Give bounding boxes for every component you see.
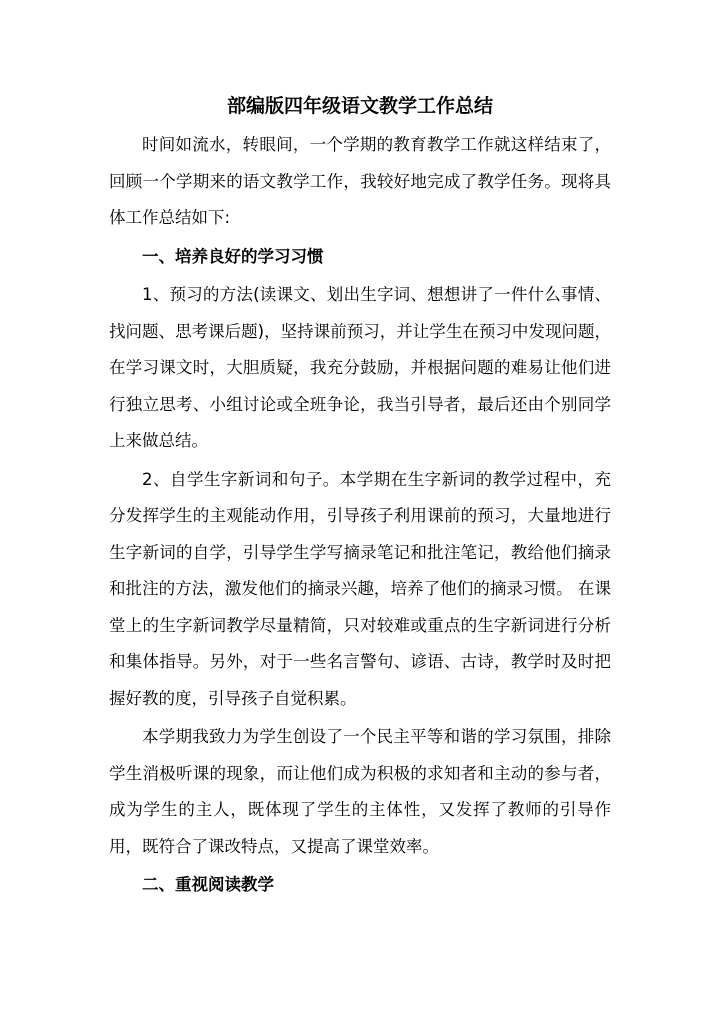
section-1-item-1: 1、预习的方法(读课文、划出生字词、想想讲了一件什么事情、找问题、思考课后题)，坚持课前预习，并让学生在预习中发现问题，在学习课文时，大胆质疑，我充分鼓励，并根据问题的难易让他们进行独立思考、小组讨论或全班争论，我当引导者，最后还由个别同学上来做总结。: [109, 285, 611, 450]
document-title: 部编版四年级语文教学工作总结: [226, 95, 493, 117]
intro-paragraph: 时间如流水，转眼间，一个学期的教育教学工作就这样结束了，回顾一个学期来的语文教学工作，我较好地完成了教学任务。现将具体工作总结如下:: [109, 135, 611, 227]
section-2-heading: 二、重视阅读教学: [142, 875, 274, 894]
section-1-item-2: 2、自学生字新词和句子。本学期在生字新词的教学过程中，充分发挥学生的主观能动作用，引导孩子利用课前的预习，大量地进行生字新词的自学，引导学生学写摘录笔记和批注笔记，教给他们摘录和批注的方法，激发他们的摘录兴趣，培养了他们的摘录习惯。 在课堂上的生字新词教学尽量精简，只对较难或重点的生字新词进行分析和集体指导。另外，对于一些名言警句、谚语、古诗，教学时及时把握好教的度，引导孩子自觉积累。: [109, 469, 611, 708]
section-1-paragraph-3: 本学期我致力为学生创设了一个民主平等和谐的学习氛围，排除学生消极听课的现象，而让他们成为积极的求知者和主动的参与者，成为学生的主人，既体现了学生的主体性，又发挥了教师的引导作用，既符合了课改特点，又提高了课堂效率。: [109, 727, 611, 856]
section-1-heading: 一、培养良好的学习习惯: [142, 246, 324, 266]
document-body: [109, 127, 611, 904]
